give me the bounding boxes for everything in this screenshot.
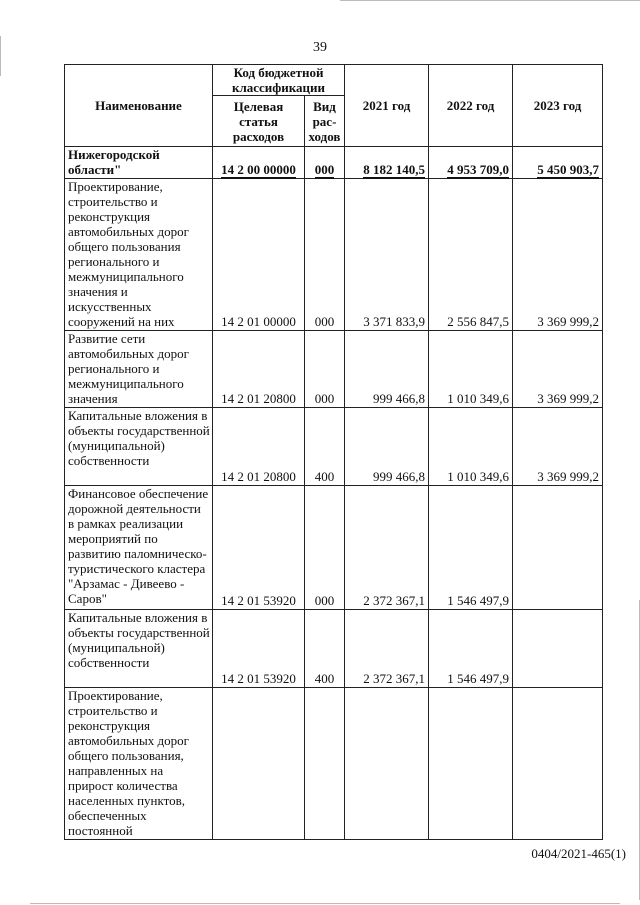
header-expense-type: Вид рас-ходов [305,96,345,147]
table-row [65,610,603,688]
header-classification: Код бюджетной классификации [213,65,345,96]
document-code: 0404/2021-465(1) [531,846,626,861]
row-kind: 000 [314,162,335,177]
table-row [65,147,603,179]
scan-edge-top [340,0,640,1]
table-row [65,688,603,840]
header-year-2021: 2021 год [345,65,429,147]
row-code [213,688,305,840]
row-kind: 400 [305,610,345,688]
row-2022: 1 546 497,9 [429,486,513,610]
row-2022: 1 010 349,6 [429,331,513,408]
row-2021: 2 372 367,1 [345,610,429,688]
row-2021: 8 182 140,5 [363,162,426,177]
row-code: 14 2 01 53920 [213,486,305,610]
row-2023: 3 369 999,2 [513,179,603,331]
header-target-article: Целевая статья расходов [213,96,305,147]
row-name: Капитальные вложения в объекты государственной (муниципальной) собственности [65,408,213,486]
row-kind [305,688,345,840]
row-2023: 5 450 903,7 [537,162,600,177]
row-2022: 4 953 709,0 [447,162,510,177]
page-number: 39 [313,40,327,55]
row-name: Финансовое обеспечение дорожной деятельности в рамках реализации мероприятий по развитию паломническо-туристического кластера "Арзамас - Дивеево - Саров" [65,486,213,610]
row-2022: 2 556 847,5 [429,179,513,331]
row-2023 [513,688,603,840]
row-code: 14 2 01 00000 [213,179,305,331]
row-2021: 999 466,8 [345,408,429,486]
row-2023: 3 369 999,2 [513,331,603,408]
row-2021: 999 466,8 [345,331,429,408]
row-kind: 000 [305,179,345,331]
row-kind: 400 [305,408,345,486]
row-code: 14 2 01 20800 [213,331,305,408]
budget-table [64,64,603,840]
scan-edge-bottom [30,903,620,904]
row-2023 [513,486,603,610]
row-kind: 000 [305,486,345,610]
row-2022: 1 546 497,9 [429,610,513,688]
header-name: Наименование [65,65,213,147]
row-2021: 2 372 367,1 [345,486,429,610]
table-row [65,486,603,610]
table-row [65,408,603,486]
row-2022: 1 010 349,6 [429,408,513,486]
row-2021 [345,688,429,840]
header-year-2022: 2022 год [429,65,513,147]
row-code: 14 2 01 20800 [213,408,305,486]
row-name: Проектирование, строительство и реконструкция автомобильных дорог общего пользования регионального и межмуниципального значения и искусственных сооружений на них [65,179,213,331]
row-2023 [513,610,603,688]
row-code: 14 2 00 00000 [221,162,296,177]
row-2021: 3 371 833,9 [345,179,429,331]
row-name: Нижегородской области" [65,147,213,179]
header-year-2023: 2023 год [513,65,603,147]
table-row [65,179,603,331]
row-name: Проектирование, строительство и реконструкция автомобильных дорог общего пользования, направленных на прирост количества населенных пунктов, обеспеченных постоянной [65,688,213,840]
row-2023: 3 369 999,2 [513,408,603,486]
table-row [65,331,603,408]
row-name: Капитальные вложения в объекты государственной (муниципальной) собственности [65,610,213,688]
row-kind: 000 [305,331,345,408]
row-name: Развитие сети автомобильных дорог регионального и межмуниципального значения [65,331,213,408]
row-code: 14 2 01 53920 [213,610,305,688]
row-2022 [429,688,513,840]
